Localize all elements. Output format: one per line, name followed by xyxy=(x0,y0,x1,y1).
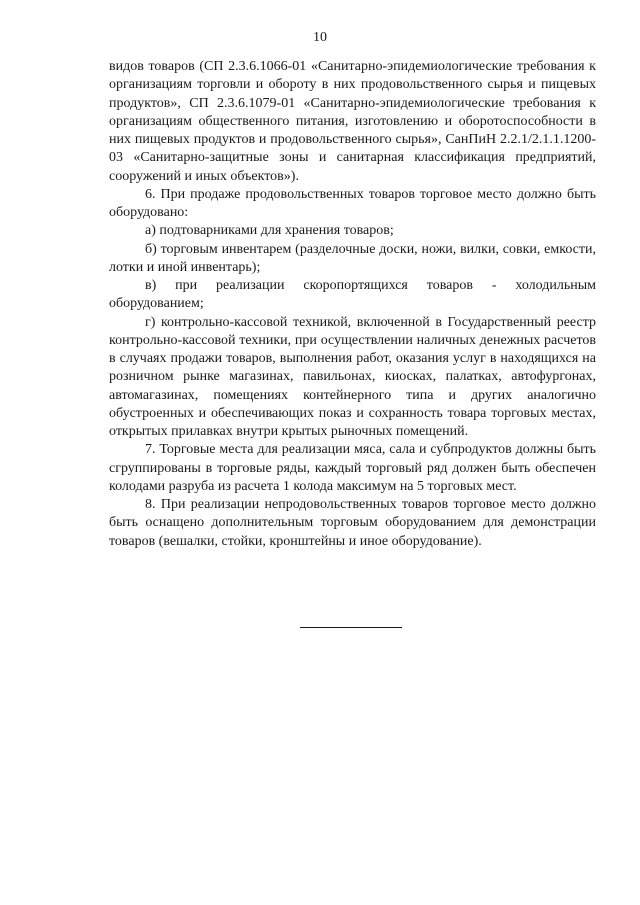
end-separator-line xyxy=(300,627,402,628)
paragraph-item-7: 7. Торговые места для реализации мяса, сала и субпродуктов должны быть сгруппированы в торговые ряды, каждый торговый ряд должен быть обеспечен колодами разруба из расчета 1 колода максимум на 5 торговых мест. xyxy=(109,442,596,494)
paragraph-continuation: видов товаров (СП 2.3.6.1066-01 «Санитарно-эпидемиологические требования к организациям торговли и обороту в них продовольственного сырья и пищевых продуктов», СП 2.3.6.1079-01 «Санитарно-эпидемиологические требования к организациям общественного питания, изготовлению и оборотоспособности в них пищевых продуктов и продовольственного сырья», СанПиН 2.2.1/2.1.1.1200-03 «Санитарно-защитные зоны и санитарная классификация предприятий, сооружений и иных объектов»). xyxy=(109,59,596,184)
subitem-g: г) контрольно-кассовой техникой, включенной в Государственный реестр контрольно-кассовой техники, при осуществлении наличных денежных расчетов в случаях продажи товаров, выполнения работ, оказания услуг в находящихся на розничном рынке магазинах, павильонах, киосках, палатках, автофургонах, автомагазинах, помещениях контейнерного типа и других аналогично обустроенных и обеспечивающих показ и сохранность товара торговых местах, открытых прилавках внутри крытых рыночных помещений. xyxy=(109,314,596,439)
document-body xyxy=(109,58,596,551)
page-number: 10 xyxy=(313,30,327,45)
paragraph-item-8: 8. При реализации непродовольственных товаров торговое место должно быть оснащено дополнительным торговым оборудованием для демонстрации товаров (вешалки, стойки, кронштейны и иное оборудование). xyxy=(109,497,596,549)
subitem-b: б) торговым инвентарем (разделочные доски, ножи, вилки, совки, емкости, лотки и иной инвентарь); xyxy=(109,241,596,275)
paragraph-item-6: 6. При продаже продовольственных товаров торговое место должно быть оборудовано: xyxy=(109,186,596,220)
subitem-v: в) при реализации скоропортящихся товаров - холодильным оборудованием; xyxy=(109,278,596,312)
subitem-a: а) подтоварниками для хранения товаров; xyxy=(145,223,394,239)
